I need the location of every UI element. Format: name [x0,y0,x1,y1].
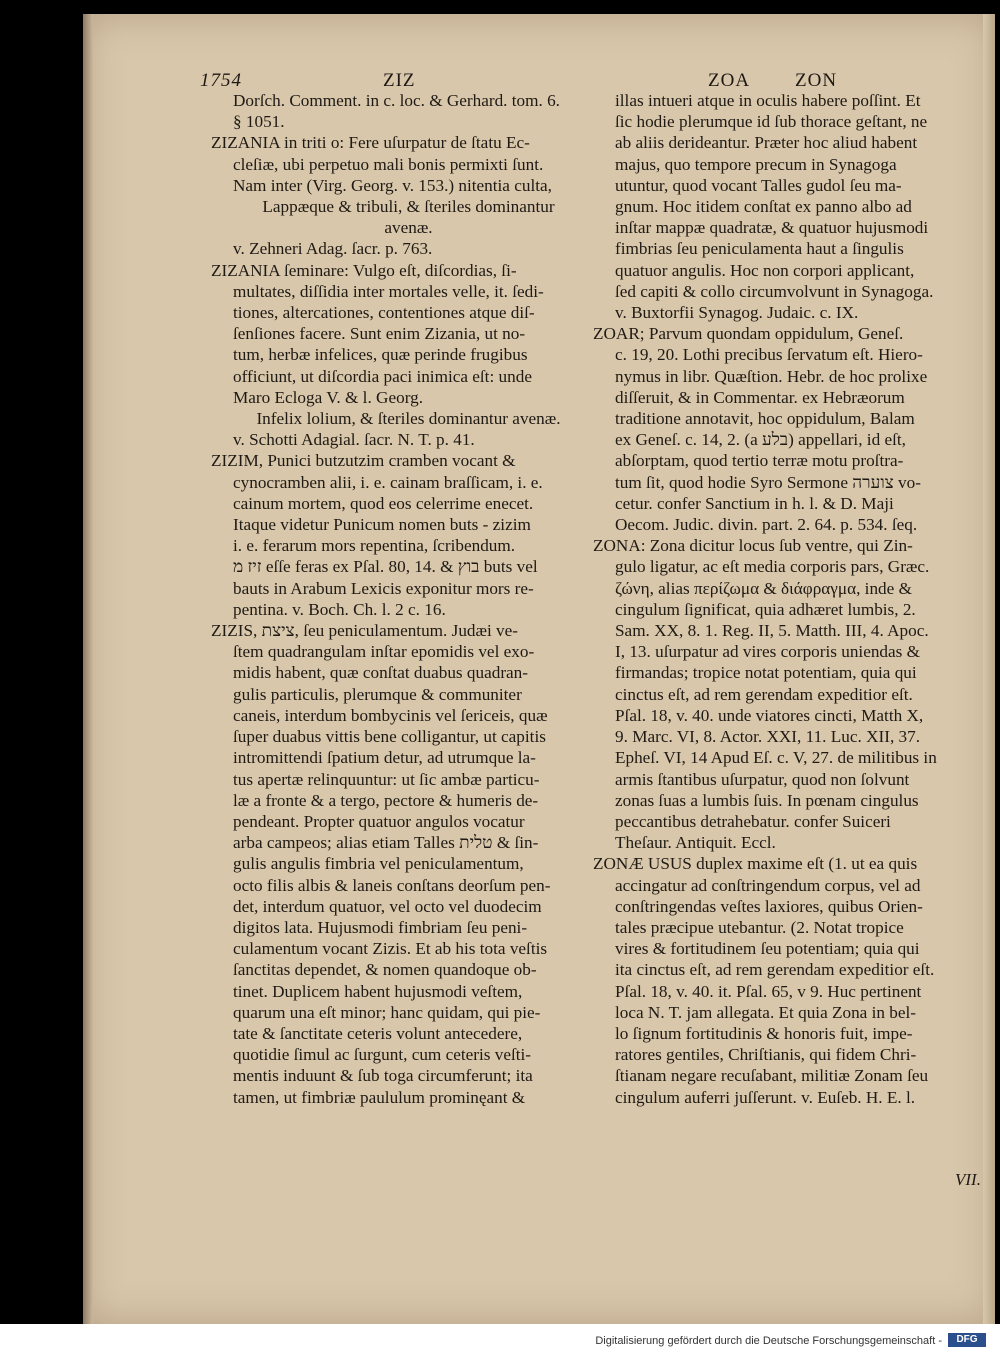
left-column-line: multates, diſſidia inter mortales velle, it. ſedi- [233,281,544,301]
right-column-line: ſed capiti & collo circumvolvunt in Synagoga. [615,281,934,301]
left-column-line: quotidie ſimul ac ſurgunt, cum ceteris veſti- [233,1045,532,1065]
running-head-left: ZIZ [383,70,416,91]
left-column-line: v. Schotti Adagial. ſacr. N. T. p. 41. [233,430,475,450]
right-column-line: Pſal. 18, v. 40. it. Pſal. 65, v 9. Huc pertinent [615,981,922,1001]
right-column-line: loca N. T. jam allegata. Et quia Zona in bel- [615,1002,916,1022]
left-column-line: i. e. ferarum mors repentina, ſcribendum. [233,536,516,556]
left-column-line: arba campeos; alias etiam Talles טלית & ſin- [233,833,539,853]
right-column-line: illas intueri atque in oculis habere poſſint. Et [615,91,921,110]
right-column-line: traditione annotavit, hoc oppidulum, Balam [615,409,915,429]
right-text-column [593,90,993,1108]
right-column-line: cingulum ſignificat, quia adhæret lumbis, 2. [615,599,916,619]
right-column-line: lo ſignum fortitudinis & honoris fuit, impe- [615,1023,913,1043]
left-column-line: cynocramben alii, i. e. cainam braſſicam, i. e. [233,472,543,492]
right-column-line: ZONÆ USUS duplex maxime eſt (1. ut ea quis [593,854,918,874]
right-column-line: tales præcipue utebantur. (2. Notat tropice [615,917,904,937]
right-column-line: ZONA: Zona dicitur locus ſub ventre, qui Zin- [593,536,913,556]
left-text-column [211,90,606,1108]
right-column-line: diſſeruit, & in Commentar. ex Hebræorum [615,387,905,407]
left-column-line: midis habent, quæ conſtat duabus quadran- [233,663,528,683]
right-column-line: cinctus eſt, ad rem gerendam expeditior eſt. [615,684,913,704]
right-column-line: ζώνη, alias περίζωμα & διάφραγμα, inde & [615,578,912,598]
left-column-line: Maro Ecloga V. & l. Georg. [233,387,423,407]
left-column-line: det, interdum quatuor, vel octo vel duodecim [233,896,542,916]
right-column-line: vires & fortitudinem ſeu potentiam; quia qui [615,939,920,959]
right-column-line: gulo ligatur, ac eſt media corporis pars, Græc. [615,557,930,577]
left-column-line: ZIZANIA ſeminare: Vulgo eſt, diſcordias, ſi- [211,260,517,280]
page-binding-edge [83,14,93,1324]
right-column-line: firmandas; tropice notat potentiam, quia qui [615,663,917,683]
left-column-line: avenæ. [384,218,433,238]
left-column-line: mentis induunt & ſub toga circumferunt; ita [233,1066,533,1086]
right-column-line: abſorptam, quod tertio terræ motu proſtra- [615,451,904,471]
scanned-page [83,14,995,1324]
left-column-line: tinet. Duplicem habent hujusmodi veſtem, [233,981,523,1001]
right-column-line: ſic hodie plerumque id ſub thorace geſtant, ne [615,112,928,132]
left-column-line: cleſiæ, ubi perpetuo mali bonis permixti ſunt. [233,154,544,174]
left-column-line: tus apertæ relinquuntur: ut ſic ambæ particu- [233,769,540,789]
right-column-line: Theſaur. Antiquit. Eccl. [615,833,776,853]
right-column-line: gnum. Hoc itidem conſtat ex panno albo ad [615,197,912,217]
left-column-line: v. Zehneri Adag. ſacr. p. 763. [233,239,433,259]
right-column-line: tum ſit, quod hodie Syro Sermone צוערה vo- [615,472,921,492]
left-column-line: intromittendi ſpatium detur, ad utrumque la- [233,748,536,768]
right-column-line: Oecom. Judic. divin. part. 2. 64. p. 534. ſeq. [615,515,918,535]
left-column-line: ſenſiones facere. Sunt enim Zizania, ut no- [233,324,526,344]
left-column-line: Infelix lolium, & ſteriles dominantur avenæ. [256,409,561,429]
right-column-line: zonas ſuas a lumbis ſuis. In pœnam cingulus [615,790,919,810]
right-column-line: accingatur ad conſtringendum corpus, vel ad [615,875,921,895]
right-column-line: armis ſtantibus uſurpatur, quod non ſolvunt [615,769,910,789]
right-column-line: conſtringendas veſtes laxiores, quibus Orien- [615,896,923,916]
running-head-right-2: ZON [795,70,838,91]
left-column-line: tamen, ut fimbriæ paululum prominęant & [233,1087,526,1107]
right-column-line: utuntur, quod vocant Talles gudol ſeu ma- [615,175,902,195]
right-column-line: cingulum auferri juſſerunt. v. Euſeb. H. E. l. [615,1087,916,1107]
left-column-line: pendeant. Propter quatuor angulos vocatur [233,811,525,831]
left-column-line: pentina. v. Boch. Ch. l. 2 c. 16. [233,599,446,619]
left-column-line: digitos lata. Hujusmodi fimbriam ſeu peni- [233,917,528,937]
left-column-line: bauts in Arabum Lexicis exponitur mors re- [233,578,534,598]
right-column-line: I, 13. uſurpatur ad vires corporis uniendas & [615,642,921,662]
right-column-line: c. 19, 20. Lothi precibus ſervatum eſt. Hiero- [615,345,923,365]
left-column-line: ſanctitas dependet, & nomen quandoque ob- [233,960,537,980]
left-column-line: tum, herbæ infelices, quæ perinde frugibus [233,345,528,365]
left-column-line: caneis, interdum bombycinis vel ſericeis, quæ [233,705,548,725]
left-column-line: § 1051. [233,112,285,132]
right-column-line: peccantibus detrahebatur. confer Suiceri [615,811,891,831]
right-column-line: ratores gentiles, Chriſtianis, qui fidem Chri- [615,1045,917,1065]
left-column-line: læ a fronte & a tergo, pectore & humeris de- [233,790,539,810]
footer-bar [0,1324,1000,1358]
right-column-line: ZOAR; Parvum quondam oppidulum, Geneſ. [593,324,904,344]
footer-credit: Digitalisierung gefördert durch die Deutsche Forschungsgemeinschaft - [595,1335,942,1347]
right-column-line: Pſal. 18, v. 40. unde viatores cincti, Matth X, [615,705,924,725]
right-column-line: majus, quo tempore precum in Synagoga [615,154,897,174]
left-column-line: זיז מ eſſe feras ex Pſal. 80, 14. & בוץ buts vel [233,557,538,577]
left-column-line: ſuper duabus vittis bene colligantur, ut capitis [233,727,546,747]
right-column-line: ab aliis derideantur. Præter hoc aliud habent [615,133,918,153]
right-column-line: ita cinctus eſt, ad rem gerendam expeditior eſt. [615,960,935,980]
left-column-line: culamentum vocant Zizis. Et ab his tota veſtis [233,939,548,959]
left-column-line: officiunt, ut diſcordia paci inimica eſt: unde [233,366,532,386]
right-column-line: 9. Marc. VI, 8. Actor. XXI, 11. Luc. XII, 37. [615,727,921,747]
left-column-line: ZIZIM, Punici butzutzim cramben vocant & [211,451,516,471]
right-column-line: inſtar mappæ quadratæ, & quatuor hujusmodi [615,218,929,238]
left-column-line: ZIZANIA in triti o: Fere uſurpatur de ſtatu Ec- [211,133,530,153]
left-column-line: ſtem quadrangulam inſtar epomidis vel exo- [233,642,535,662]
catchword: VII. [955,1170,981,1189]
right-column-line: fimbrias ſeu peniculamenta haut a ſingulis [615,239,904,259]
left-column-line: Lappæque & tribuli, & ſteriles dominantur [262,197,555,217]
left-column-line: tate & ſanctitate ceteris volunt antecedere, [233,1023,523,1043]
right-column-line: v. Buxtorfii Synagog. Judaic. c. IX. [615,303,859,323]
left-column-line: Itaque videtur Punicum nomen buts - zizim [233,515,531,535]
right-column-line: cetur. confer Sanctium in h. l. & D. Maji [615,493,894,513]
left-column-line: tiones, altercationes, contentiones atque diſ- [233,303,535,323]
left-column-line: quarum una eſt minor; hanc quidam, qui pie- [233,1002,541,1022]
left-column-line: octo filis albis & laneis conſtans deorſum pen- [233,875,551,895]
right-column-line: Epheſ. VI, 14 Apud Eſ. c. V, 27. de militibus in [615,748,937,768]
left-column-line: ZIZIS, ציצת, ſeu peniculamentum. Judæi ve- [211,621,518,641]
right-column-line: ex Geneſ. c. 14, 2. (a בלע) appellari, id eſt, [615,430,906,450]
left-column-line: gulis particulis, plerumque & communiter [233,684,522,704]
left-column-line: cainum mortem, quod eos celerrime enecet. [233,493,534,513]
left-column-line: Nam inter (Virg. Georg. v. 153.) nitentia culta, [233,175,552,195]
left-column-line: Dorſch. Comment. in c. loc. & Gerhard. tom. 6. [233,91,560,110]
left-column-line: gulis angulis fimbria vel peniculamentum, [233,854,524,874]
running-head-right-1: ZOA [708,70,751,91]
dfg-logo-icon: DFG [948,1333,986,1347]
page-number: 1754 [200,70,242,91]
right-column-line: quatuor angulis. Hoc non corpori applicant, [615,260,915,280]
right-column-line: ſtianam negare recuſabant, militiæ Zonam ſeu [615,1066,929,1086]
right-column-line: Sam. XX, 8. 1. Reg. II, 5. Matth. III, 4. Apoc. [615,621,929,641]
right-column-line: nymus in libr. Quæſtion. Hebr. de hoc prolixe [615,366,928,386]
